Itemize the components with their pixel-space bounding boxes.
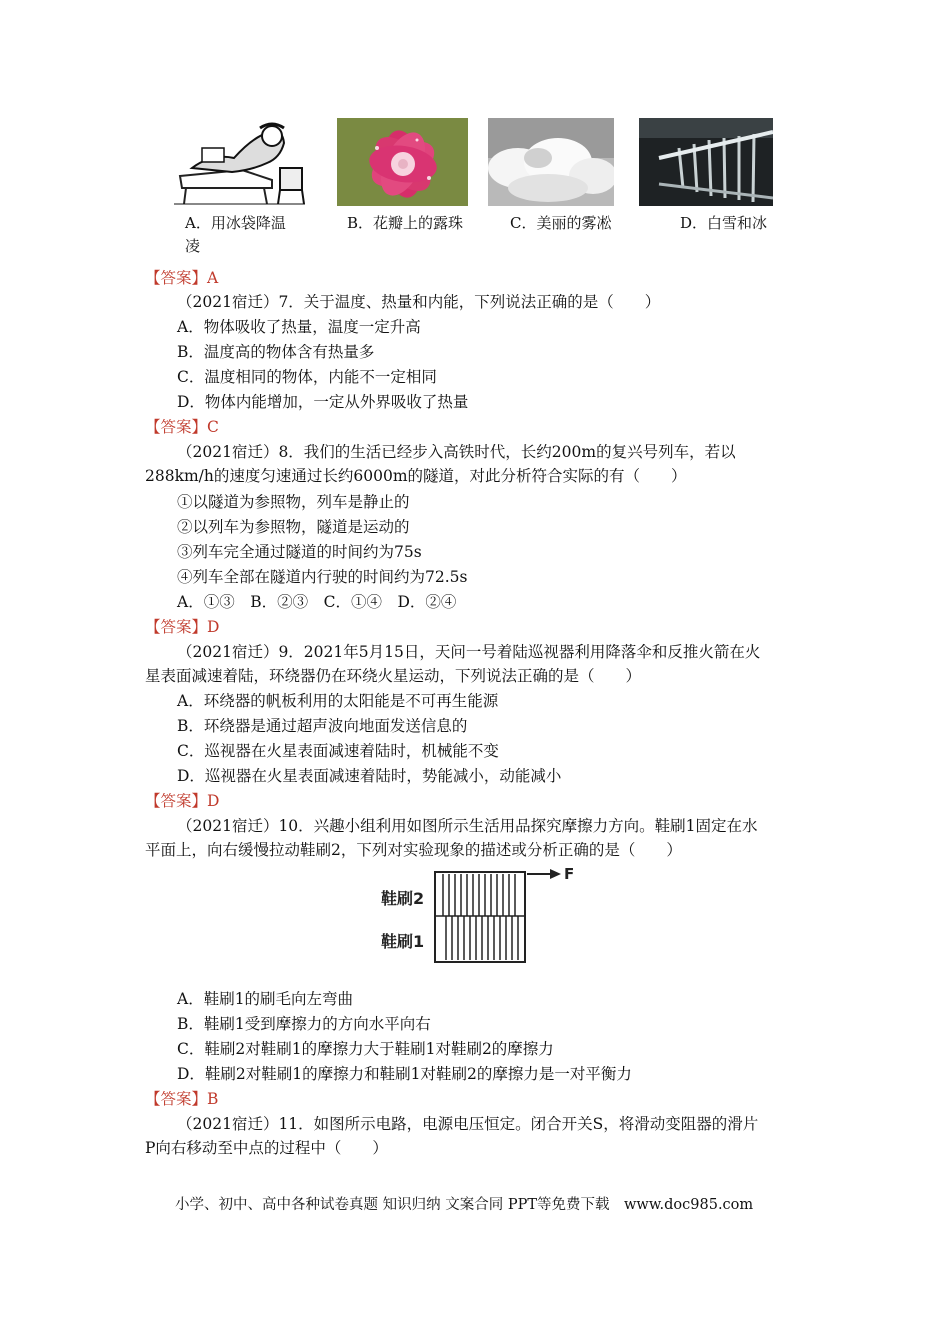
answer-q8: 【答案】D bbox=[145, 618, 220, 636]
rime-photo bbox=[488, 118, 614, 206]
q10-option-c: C．鞋刷2对鞋刷1的摩擦力大于鞋刷1对鞋刷2的摩擦力 bbox=[177, 1040, 554, 1058]
shoe-brush-diagram bbox=[375, 864, 585, 969]
q7-stem: （2021宿迁）7．关于温度、热量和内能，下列说法正确的是（ ） bbox=[177, 293, 661, 311]
q10-stem-line1: （2021宿迁）10．兴趣小组利用如图所示生活用品探究摩擦力方向。鞋刷1固定在水 bbox=[177, 817, 758, 835]
q8-stem-line2: 288km/h的速度匀速通过长约6000m的隧道，对此分析符合实际的有（ ） bbox=[145, 467, 687, 485]
q7-option-b: B．温度高的物体含有热量多 bbox=[177, 343, 375, 361]
q7-option-c: C．温度相同的物体，内能不一定相同 bbox=[177, 368, 437, 386]
answer-q6: 【答案】A bbox=[145, 269, 219, 287]
picture-label-a: A．用冰袋降温 bbox=[185, 214, 286, 232]
force-arrow-head bbox=[550, 869, 561, 879]
ice-bag-illustration bbox=[172, 118, 307, 206]
q9-option-d: D．巡视器在火星表面减速着陆时，势能减小，动能减小 bbox=[177, 767, 562, 785]
answer-q7: 【答案】C bbox=[145, 418, 219, 436]
q9-option-a: A．环绕器的帆板利用的太阳能是不可再生能源 bbox=[177, 692, 499, 710]
force-label: F bbox=[564, 865, 575, 883]
picture-rime bbox=[488, 118, 614, 206]
picture-label-c: C．美丽的雾凇 bbox=[510, 214, 612, 232]
answer-q9: 【答案】D bbox=[145, 792, 220, 810]
shoe-brush-figure bbox=[375, 864, 585, 969]
picture-label-a-wrap: 凌 bbox=[185, 237, 201, 255]
q9-option-b: B．环绕器是通过超声波向地面发送信息的 bbox=[177, 717, 468, 735]
q9-stem-line2: 星表面减速着陆，环绕器仍在环绕火星运动，下列说法正确的是（ ） bbox=[145, 667, 642, 685]
picture-flower-dew bbox=[337, 118, 468, 206]
q9-stem-line1: （2021宿迁）9．2021年5月15日，天问一号着陆巡视器利用降落伞和反推火箭在火 bbox=[177, 643, 761, 661]
q10-stem-line2: 平面上，向右缓慢拉动鞋刷2，下列对实验现象的描述或分析正确的是（ ） bbox=[145, 841, 682, 859]
q7-option-a: A．物体吸收了热量，温度一定升高 bbox=[177, 318, 421, 336]
q8-statement-4: ④列车全部在隧道内行驶的时间约为72.5s bbox=[177, 568, 468, 586]
q8-stem-line1: （2021宿迁）8．我们的生活已经步入高铁时代，长约200m的复兴号列车，若以 bbox=[177, 443, 736, 461]
picture-label-b: B．花瓣上的露珠 bbox=[347, 214, 464, 232]
answer-q10: 【答案】B bbox=[145, 1090, 219, 1108]
q9-option-c: C．巡视器在火星表面减速着陆时，机械能不变 bbox=[177, 742, 499, 760]
q11-stem-line2: P向右移动至中点的过程中（ ） bbox=[145, 1139, 388, 1157]
brush-2-label: 鞋刷2 bbox=[381, 889, 425, 908]
q7-option-d: D．物体内能增加，一定从外界吸收了热量 bbox=[177, 393, 469, 411]
q10-option-d: D．鞋刷2对鞋刷1的摩擦力和鞋刷1对鞋刷2的摩擦力是一对平衡力 bbox=[177, 1065, 632, 1083]
q11-stem-line1: （2021宿迁）11．如图所示电路，电源电压恒定。闭合开关S，将滑动变阻器的滑片 bbox=[177, 1115, 759, 1133]
picture-ice-bag bbox=[172, 118, 307, 206]
page-footer: 小学、初中、高中各种试卷真题 知识归纳 文案合同 PPT等免费下载 www.doc985.com bbox=[175, 1197, 754, 1213]
q8-statement-1: ①以隧道为参照物，列车是静止的 bbox=[177, 493, 410, 511]
brush-1-label: 鞋刷1 bbox=[381, 932, 425, 951]
snow-ice-photo bbox=[639, 118, 773, 206]
picture-label-d: D．白雪和冰 bbox=[680, 214, 768, 232]
q8-options: A．①③ B．②③ C．①④ D．②④ bbox=[177, 593, 457, 611]
picture-snow-ice bbox=[639, 118, 773, 206]
q10-option-a: A．鞋刷1的刷毛向左弯曲 bbox=[177, 990, 354, 1008]
q8-statement-2: ②以列车为参照物，隧道是运动的 bbox=[177, 518, 410, 536]
q10-option-b: B．鞋刷1受到摩擦力的方向水平向右 bbox=[177, 1015, 431, 1033]
flower-photo bbox=[337, 118, 468, 206]
q8-statement-3: ③列车完全通过隧道的时间约为75s bbox=[177, 543, 422, 561]
